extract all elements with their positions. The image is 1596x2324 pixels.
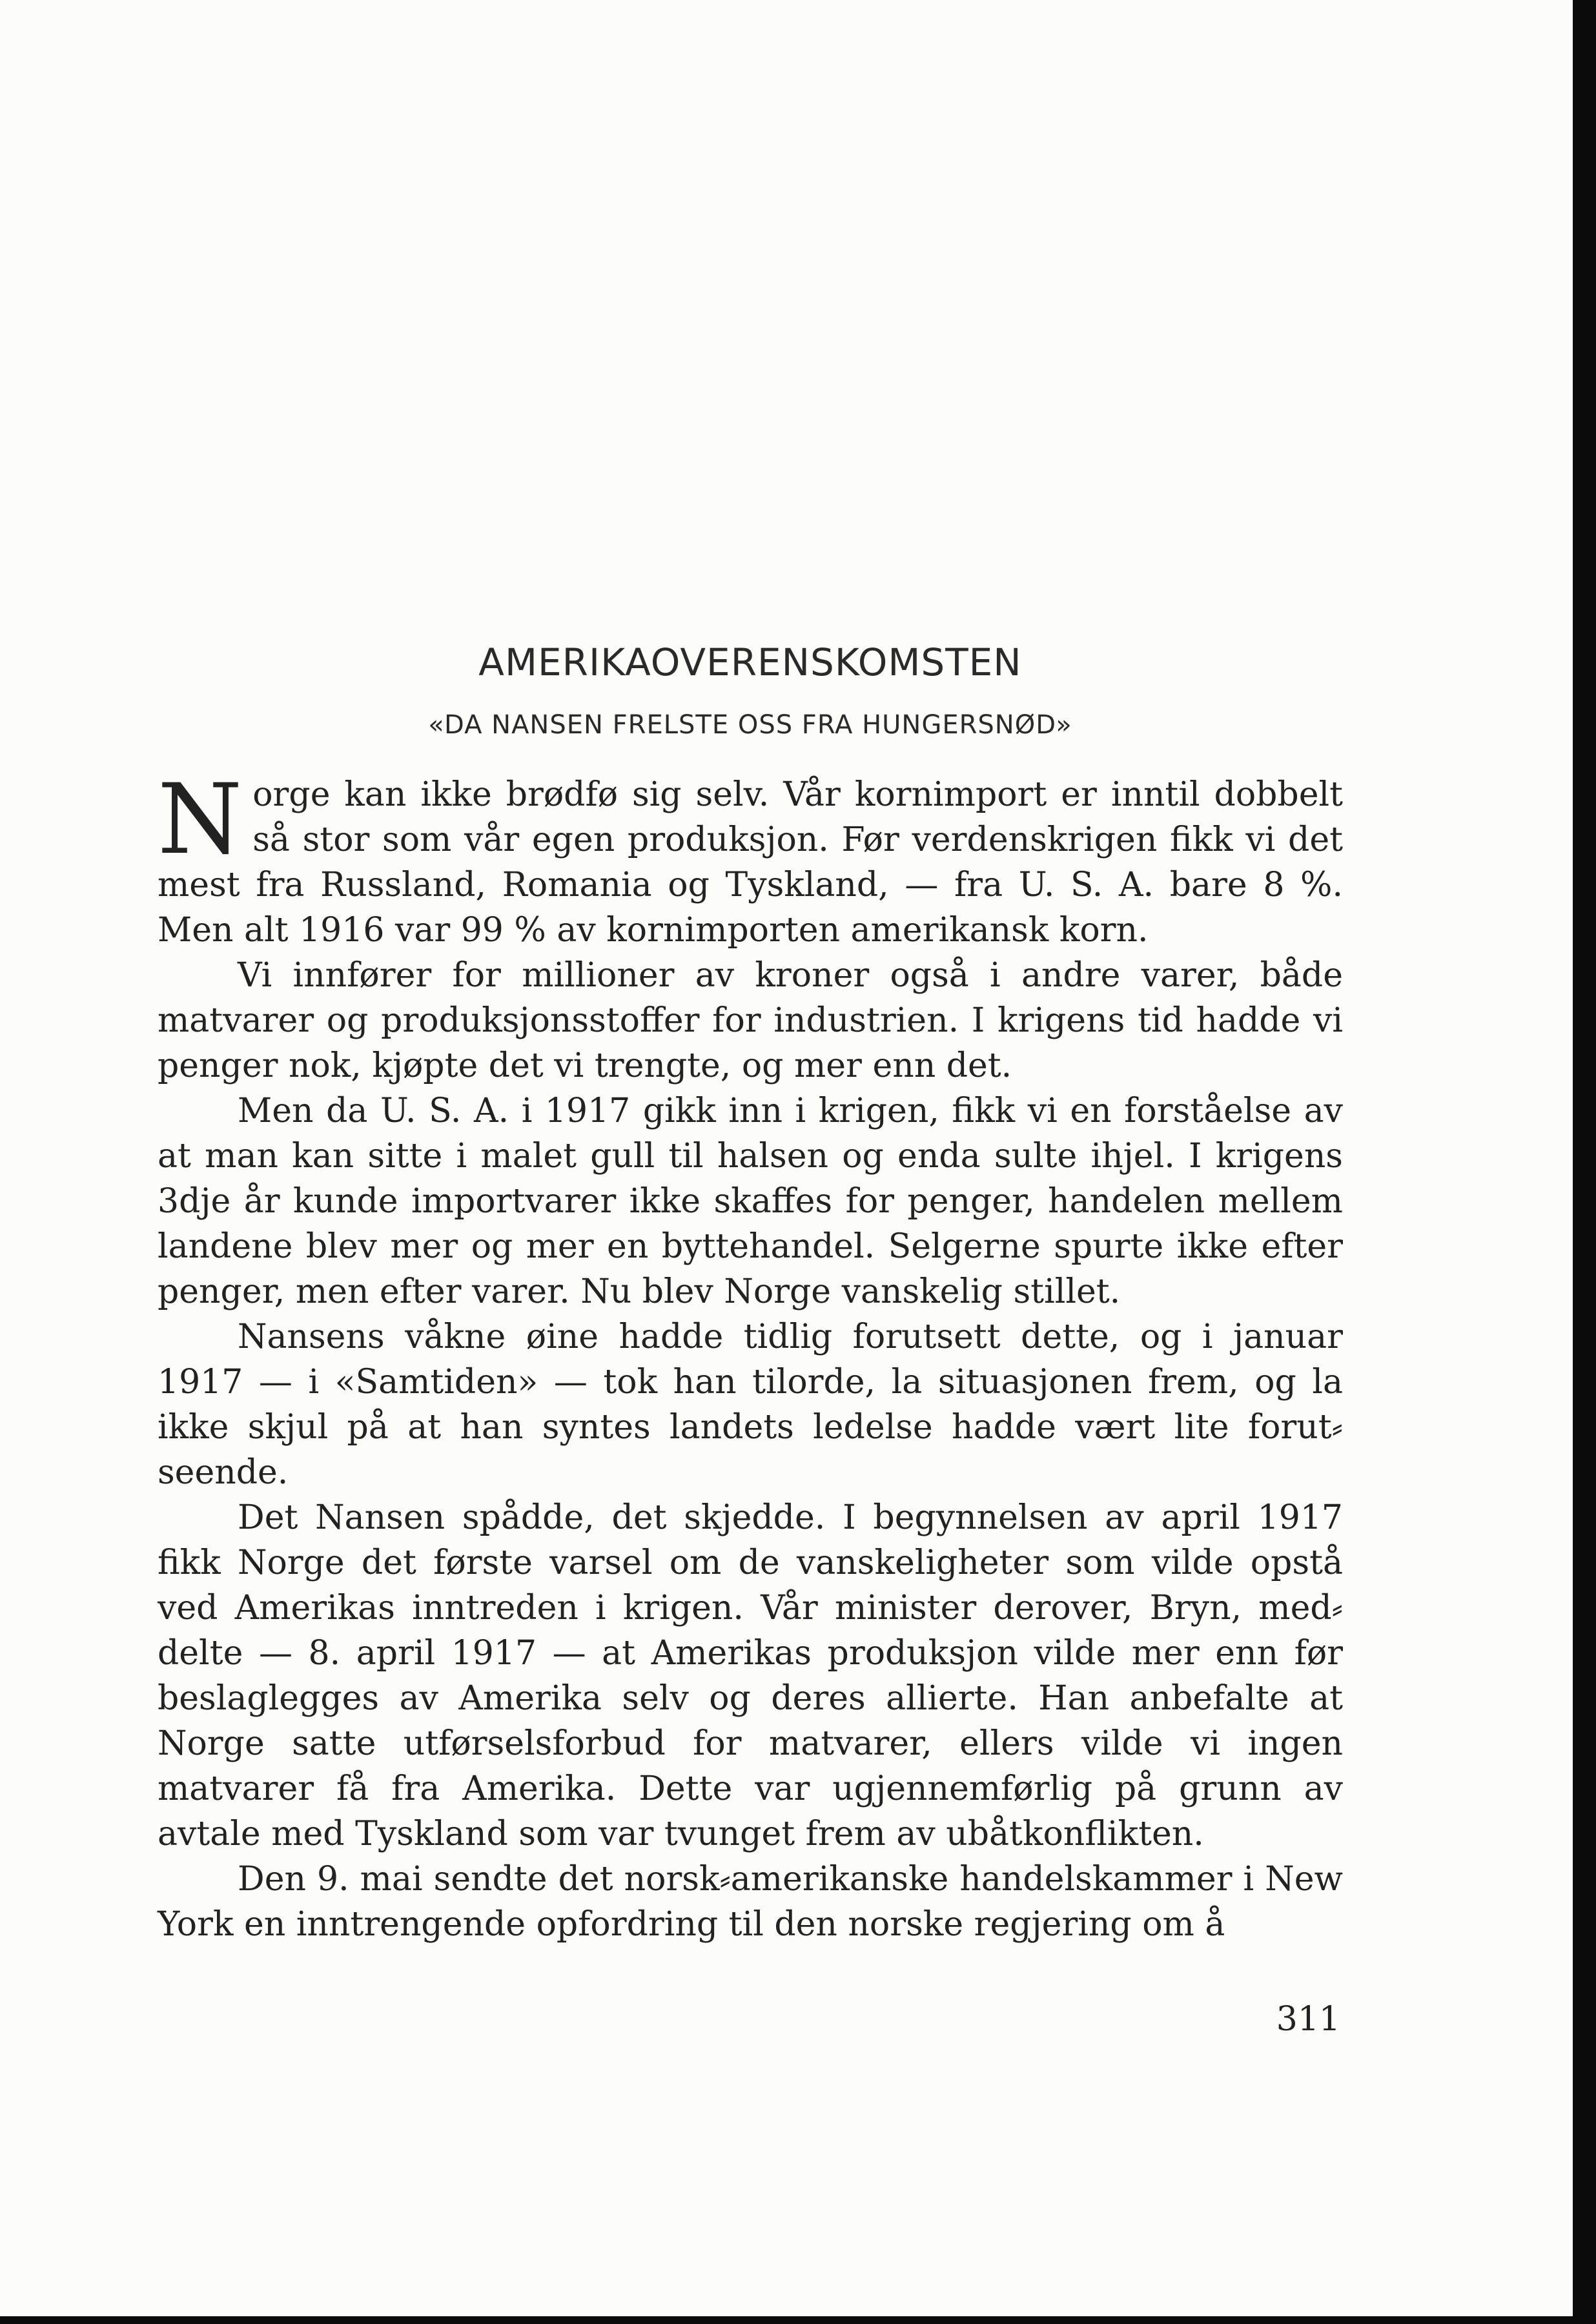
body-text: [158, 764, 1343, 1947]
paragraph-5: Det Nansen spådde, det skjedde. I begynnelsen av april 1917 fikk Norge det første varsel om de vanskeligheter som vilde opstå ved Amerikas inntreden i krigen. Vår minister derover, Bryn, med⸗delte — 8. april 1917 — at Amerikas produksjon vilde mer enn før beslaglegges av Amerika selv og deres allierte. Han anbefalte at Norge satte utførselsforbud for matvarer, ellers vilde vi ingen matvarer få fra Amerika. Dette var ugjennemførlig på grunn av avtale med Tyskland som var tvunget frem av ubåtkonflikten.: [158, 1498, 1343, 1853]
paragraph-2: Vi innfører for millioner av kroner også i andre varer, både matvarer og produksjonsstoffer for industrien. I krigens tid hadde vi penger nok, kjøpte det vi trengte, og mer enn det.: [158, 956, 1343, 1085]
chapter-subtitle: «DA NANSEN FRELSTE OSS FRA HUNGERSNØD»: [428, 710, 1072, 740]
page-number: 311: [1276, 2000, 1340, 2039]
paragraph-4: Nansens våkne øine hadde tidlig forutsett dette, og i januar 1917 — i «Samtiden» — tok han tilorde, la situasjonen frem, og la ikke skjul på at han syntes landets ledelse hadde vært lite forut⸗seende.: [158, 1318, 1343, 1492]
paragraph-1-text: orge kan ikke brødfø sig selv. Vår kornimport er inntil dobbelt så stor som vår egen produksjon. Før verdenskrigen fikk vi det mest fra Russland, Romania og Tyskland, — fra U. S. A. bare 8 %. Men alt 1916 var 99 % av kornimporten amerikansk korn.: [158, 775, 1343, 950]
paragraph-3: Men da U. S. A. i 1917 gikk inn i krigen, fikk vi en forståelse av at man kan sitte i malet gull til halsen og enda sulte ihjel. I krigens 3dje år kunde importvarer ikke skaffes for penger, handelen mellem landene blev mer og mer en byttehandel. Selgerne spurte ikke efter penger, men efter varer. Nu blev Norge vanskelig stillet.: [158, 1092, 1343, 1311]
chapter-title: AMERIKAOVERENSKOMSTEN: [478, 640, 1022, 684]
paragraph-1: [158, 764, 1343, 953]
drop-cap: N: [158, 764, 243, 876]
paragraph-6: Den 9. mai sendte det norsk⸗amerikanske handelskammer i New York en inntrengende opfordring til den norske regjering om å: [158, 1860, 1343, 1944]
